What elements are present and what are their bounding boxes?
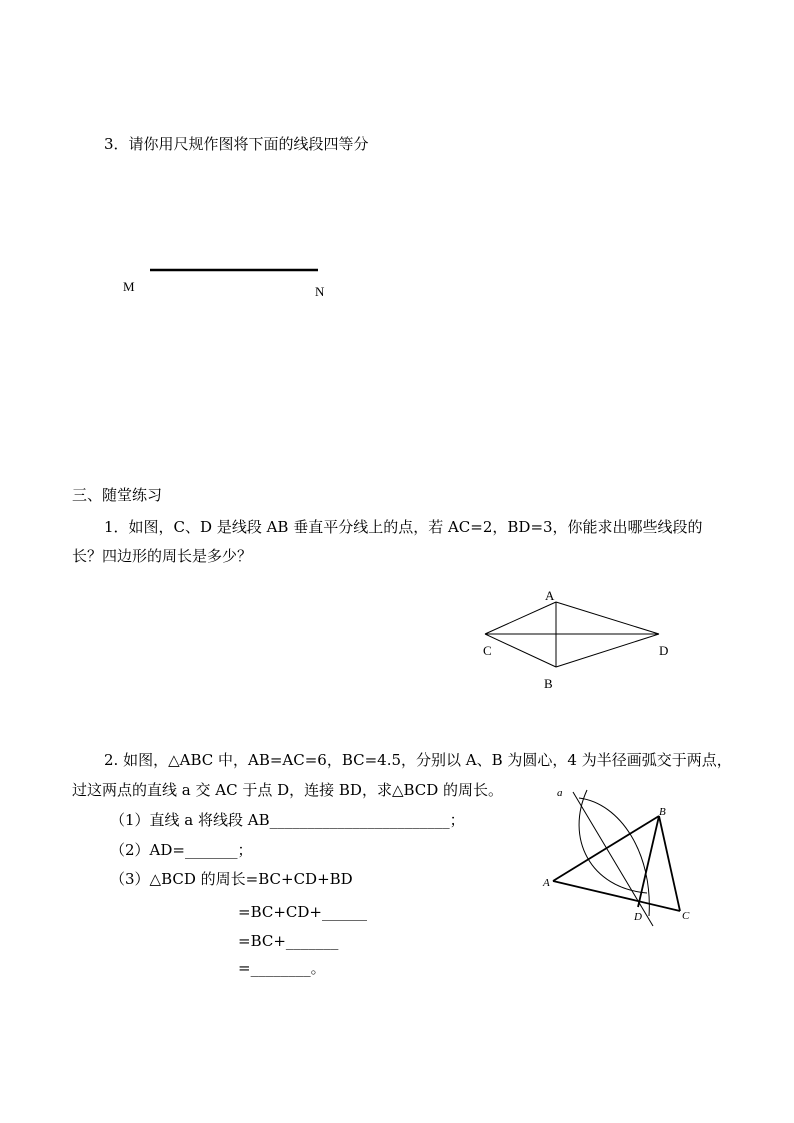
arc-centered-b xyxy=(579,798,649,916)
solution-step-2: =BC+_______ xyxy=(238,932,339,950)
label-n: N xyxy=(315,284,325,299)
edge-ca xyxy=(485,602,556,634)
edge-ad xyxy=(556,602,659,634)
kite-figure xyxy=(470,585,690,695)
kite-label-b: B xyxy=(544,676,553,691)
problem-1-line-1: 1．如图，C、D 是线段 AB 垂直平分线上的点，若 AC=2，BD=3，你能求出哪些线段的 xyxy=(104,518,703,536)
question-3-text: 3．请你用尺规作图将下面的线段四等分 xyxy=(104,135,369,153)
problem-1-line-2: 长？四边形的周长是多少？ xyxy=(72,547,253,565)
section-heading: 三、随堂练习 xyxy=(72,486,163,504)
triangle-construction-figure xyxy=(535,778,700,928)
tri-label-b: B xyxy=(659,806,666,818)
sub-question-1: （1）直线 a 将线段 AB________________________； xyxy=(110,811,465,829)
kite-label-d: D xyxy=(659,643,669,658)
edge-bc xyxy=(485,634,556,667)
tri-label-a-line: a xyxy=(557,787,563,799)
solution-step-1: =BC+CD+______ xyxy=(238,903,367,921)
arc-centered-a xyxy=(579,790,647,893)
sub-question-3: （3）△BCD 的周长=BC+CD+BD xyxy=(110,870,353,888)
problem-2-line-1: 2. 如图，△ABC 中，AB=AC=6，BC=4.5，分别以 A、B 为圆心，4 为半径画弧交于两点， xyxy=(104,751,732,769)
solution-step-3: =________。 xyxy=(238,959,326,977)
tri-label-c: C xyxy=(682,910,690,922)
kite-label-a: A xyxy=(545,588,555,603)
side-bc xyxy=(659,816,680,911)
tri-label-d: D xyxy=(634,911,642,923)
edge-db xyxy=(556,634,659,667)
line-a xyxy=(573,792,653,926)
side-ab xyxy=(553,816,659,881)
kite-label-c: C xyxy=(483,643,492,658)
problem-2-line-2: 过这两点的直线 a 交 AC 于点 D，连接 BD，求△BCD 的周长。 xyxy=(72,781,504,799)
label-m: M xyxy=(123,279,135,294)
segment-mn-figure xyxy=(110,255,350,305)
side-ac xyxy=(553,881,680,911)
tri-label-a: A xyxy=(543,877,550,889)
sub-question-2: （2）AD=_______； xyxy=(110,841,253,859)
